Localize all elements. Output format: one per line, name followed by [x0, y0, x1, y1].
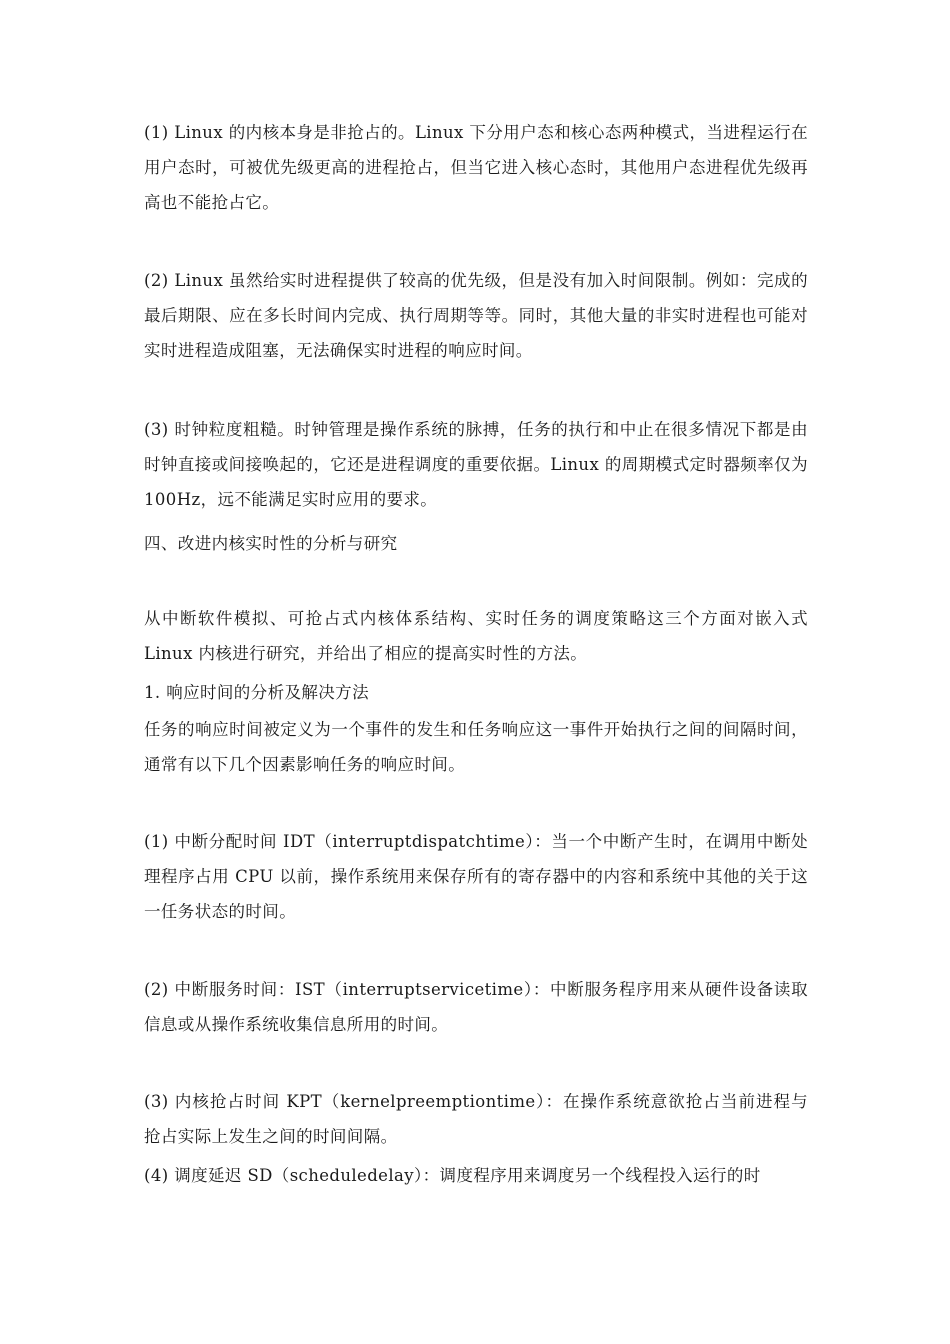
- paragraph-kernel-preemption-time: (3) 内核抢占时间 KPT（kernelpreemptiontime）：在操作系统意欲抢占当前进程与抢占实际上发生之间的时间间隔。: [144, 1092, 808, 1146]
- paragraph-schedule-delay: (4) 调度延迟 SD（scheduledelay）：调度程序用来调度另一个线程投入运行的时: [144, 1166, 761, 1185]
- paragraph-linux-non-preemptive: (1) Linux 的内核本身是非抢占的。Linux 下分用户态和核心态两种模式，当进程运行在用户态时，可被优先级更高的进程抢占，但当它进入核心态时，其他用户态进程优先级再高也不能抢占它。: [144, 123, 808, 212]
- paragraph-realtime-priority: (2) Linux 虽然给实时进程提供了较高的优先级，但是没有加入时间限制。例如：完成的最后期限、应在多长时间内完成、执行周期等等。同时，其他大量的非实时进程也可能对实时进程造成阻塞，无法确保实时进程的响应时间。: [144, 271, 808, 360]
- paragraph-response-time-definition: 任务的响应时间被定义为一个事件的发生和任务响应这一事件开始执行之间的间隔时间，通常有以下几个因素影响任务的响应时间。: [144, 720, 808, 774]
- paragraph-interrupt-service-time: (2) 中断服务时间：IST（interruptservicetime）：中断服务程序用来从硬件设备读取信息或从操作系统收集信息所用的时间。: [144, 980, 808, 1034]
- subsection-heading-response-time: 1. 响应时间的分析及解决方法: [144, 683, 369, 702]
- paragraph-research-intro: 从中断软件模拟、可抢占式内核体系结构、实时任务的调度策略这三个方面对嵌入式 Linux 内核进行研究，并给出了相应的提高实时性的方法。: [144, 609, 808, 663]
- paragraph-clock-granularity: (3) 时钟粒度粗糙。时钟管理是操作系统的脉搏，任务的执行和中止在很多情况下都是由时钟直接或间接唤起的，它还是进程调度的重要依据。Linux 的周期模式定时器频率仅为 100Hz，远不能满足实时应用的要求。: [144, 420, 808, 509]
- section-heading-four: 四、改进内核实时性的分析与研究: [144, 534, 398, 553]
- paragraph-interrupt-dispatch-time: (1) 中断分配时间 IDT（interruptdispatchtime）：当一个中断产生时，在调用中断处理程序占用 CPU 以前，操作系统用来保存所有的寄存器中的内容和系统中其他的关于这一任务状态的时间。: [144, 832, 808, 921]
